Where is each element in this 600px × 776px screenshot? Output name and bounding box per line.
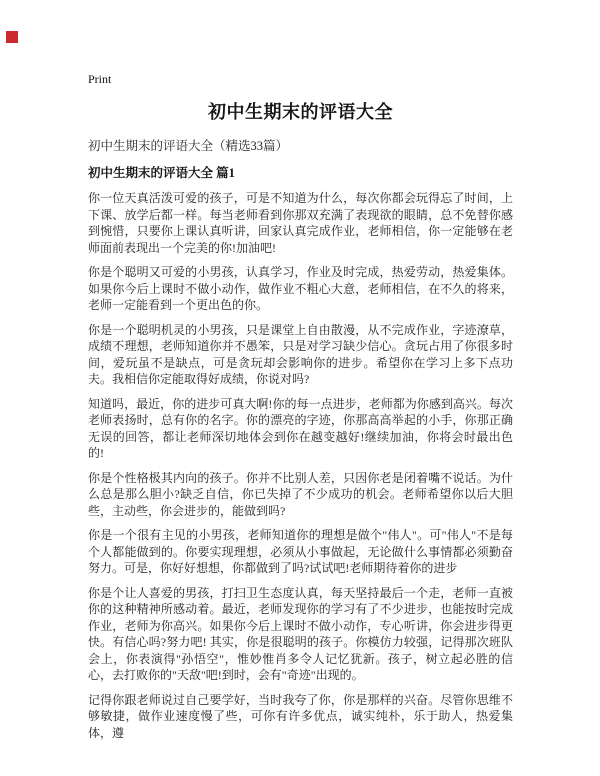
- comment-paragraph: 你是个性格极其内向的孩子。你并不比别人差，只因你老是闭着嘴不说话。为什么总是那么胆小?缺乏自信，你已失掉了不少成功的机会。老师希望你以后大胆些，主动些，你会进步的，能做到吗?: [88, 470, 513, 518]
- comment-paragraph: 你是个让人喜爱的男孩，打扫卫生态度认真，每天坚持最后一个走，老师一直被你的这种精神所感动着。最近，老师发现你的学习有了不少进步，也能按时完成作业，老师为你高兴。如果你今后上课时不做小动作，专心听讲，你会进步得更快。有信心吗?努力吧! 其实，你是很聪明的孩子。你模仿力较强，记得那次班队会上，你表演得"孙悟空"，惟妙惟肖多令人记忆犹新。孩子，树立起必胜的信心，去打败你的"天敌"吧!到时，会有"奇迹"出现的。: [88, 585, 513, 682]
- red-marker-icon: [6, 31, 18, 43]
- article-subtitle: 初中生期末的评语大全（精选33篇）: [88, 139, 289, 153]
- section-heading-part1: 初中生期末的评语大全 篇1: [88, 166, 235, 180]
- comment-paragraph: 记得你跟老师说过自己要学好，当时我夸了你，你是那样的兴奋。尽管你思维不够敏捷，做作业速度慢了些，可你有许多优点，诚实纯朴，乐于助人，热爱集体，遵: [88, 692, 513, 740]
- comment-paragraph: 你是个聪明又可爱的小男孩，认真学习，作业及时完成，热爱劳动，热爱集体。如果你今后上课时不做小动作，做作业不粗心大意，老师相信，在不久的将来，老师一定能看到一个更出色的你。: [88, 265, 513, 312]
- print-button[interactable]: Print: [88, 72, 112, 86]
- comment-paragraph: 你是一个很有主见的小男孩，老师知道你的理想是做个"伟人"。可"伟人"不是每个人都能做到的。你要实现理想，必须从小事做起，无论做什么事情都必须勤奋努力。可是，你好好想想，你都做到了吗?试试吧!老师期待着你的进步: [88, 528, 513, 575]
- comment-paragraph: 你是一个聪明机灵的小男孩，只是课堂上自由散漫，从不完成作业，字迹潦草，成绩不理想，老师知道你并不愚笨，只是对学习缺少信心。贪玩占用了你很多时间，爱玩虽不是缺点，可是贪玩却会影响你的进步。希望你在学习上多下点功夫。我相信你定能取得好成绩，你说对吗?: [88, 322, 513, 386]
- page-title: 初中生期末的评语大全: [208, 102, 393, 122]
- comment-paragraph: 知道吗，最近，你的进步可真大啊!你的每一点进步，老师都为你感到高兴。每次老师表扬时，总有你的名字。你的漂亮的字迹，你那高高举起的小手，你那正确无误的回答，都让老师深切地体会到你在越变越好!继续加油，你将会时最出色的!: [88, 396, 513, 460]
- comment-paragraph: 你一位天真活泼可爱的孩子，可是不知道为什么，每次你都会玩得忘了时间，上下课、放学后都一样。每当老师看到你那双充满了表现欲的眼睛，总不免替你感到惋惜，只要你上课认真听讲，回家认真完成作业，老师相信，你一定能够在老师面前表现出一个完美的你!加油吧!: [88, 191, 513, 255]
